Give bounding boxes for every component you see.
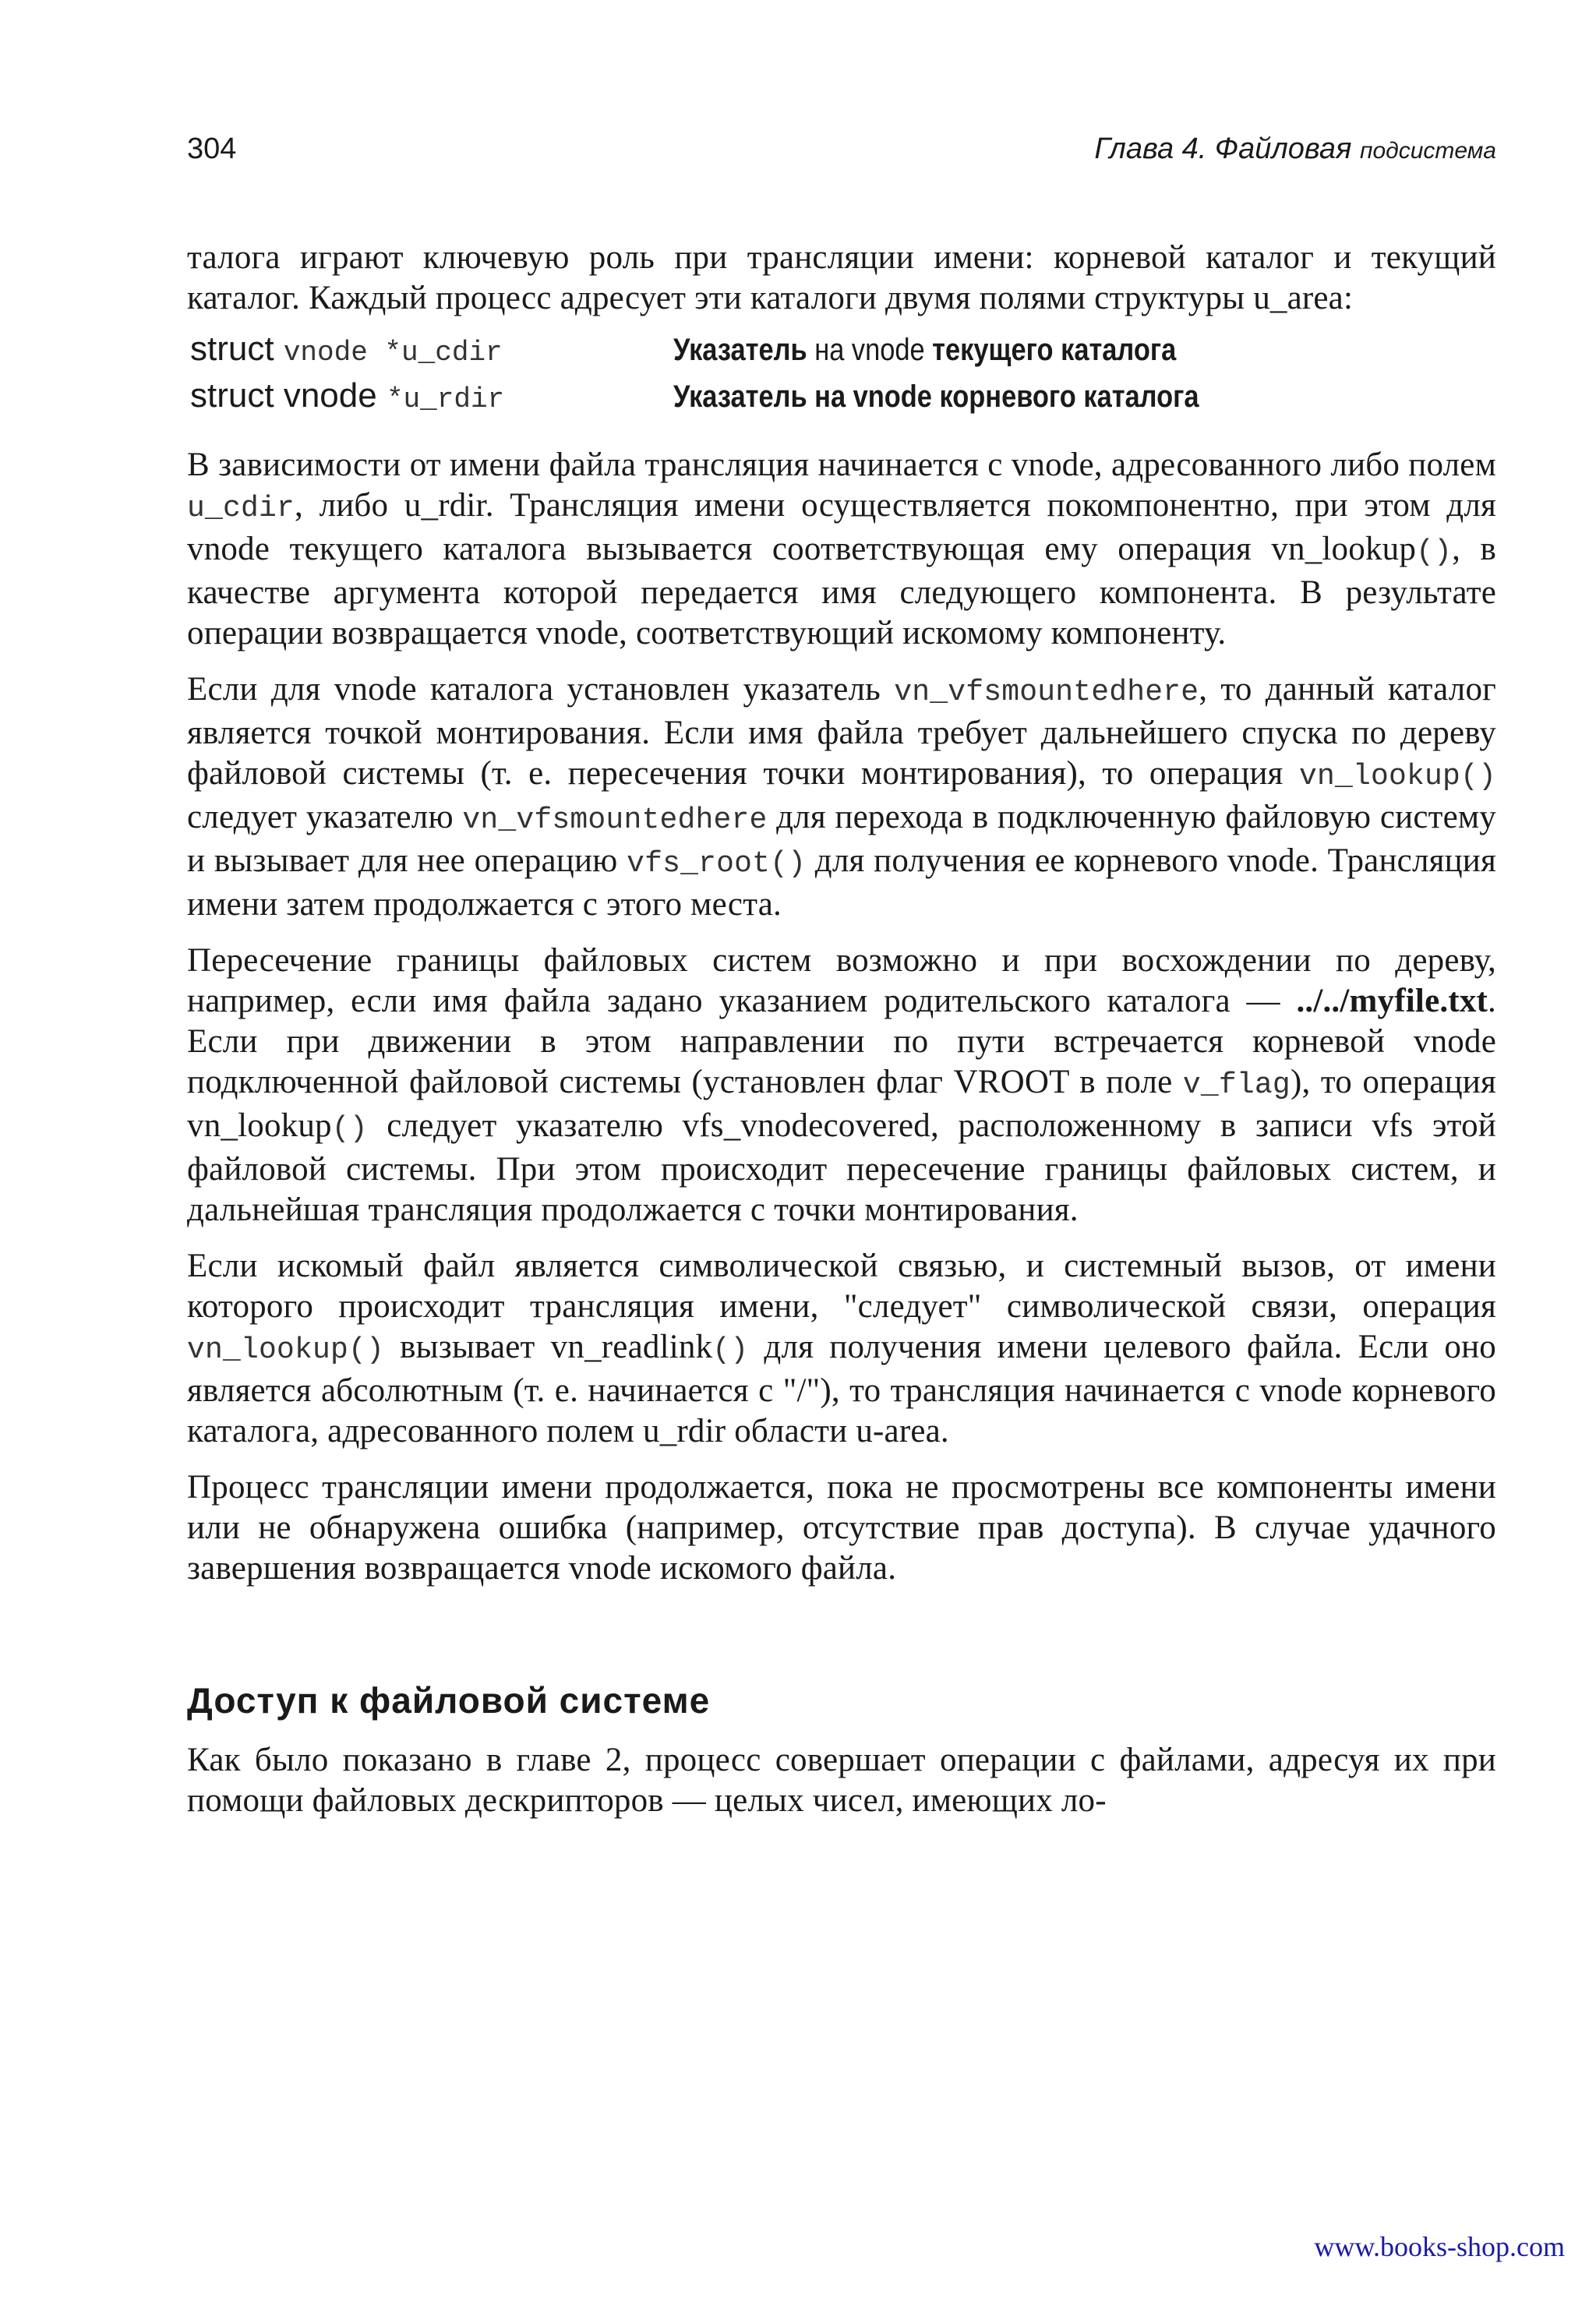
paragraph-4 xyxy=(187,941,1496,1230)
paragraph-6: Процесс трансляции имени продолжается, пока не просмотрены все компоненты имени или не обнаружена ошибка (например, отсутствие прав доступа). В случае удачного завершения возвращается vnode искомого файла. xyxy=(187,1469,1496,1587)
running-head xyxy=(1094,132,1496,166)
struct-desc-part: на vnode xyxy=(814,333,925,367)
code-run: vn_lookup() xyxy=(187,1333,385,1367)
text-run: Если искомый файл является символической связью, и системный вызов, от имени которого происходит трансляция имени, "следует" символической связи, операция xyxy=(187,1248,1496,1325)
code-run: () xyxy=(331,1112,368,1146)
text-run: , либо u_rdir. Трансляция имени осуществляется покомпонентно, при этом для vnode текущего каталога вызывается соответствующая ему операция vn_lookup xyxy=(187,487,1496,567)
code-run: vn_vfsmountedhere xyxy=(894,676,1199,709)
struct-decl-cdir xyxy=(190,330,673,369)
text-run: Пересечение границы файловых систем возможно и при восхождении по дереву, например, если имя файла задано указанием родительского каталога — xyxy=(187,942,1496,1019)
struct-keyword: struct xyxy=(190,330,274,368)
struct-desc-part: текущего каталога xyxy=(932,333,1177,367)
struct-keyword: struct xyxy=(190,376,274,415)
text-run: , в качестве аргумента которой передается имя следующего компонента. В результате операции возвращается vnode, соответствующий искомому компоненту. xyxy=(187,531,1496,651)
paragraph-7: Как было показано в главе 2, процесс совершает операции с файлами, адресуя их при помощи файловых дескрипторов — целых чисел, имеющих ло- xyxy=(187,1742,1496,1819)
code-run: v_flag xyxy=(1182,1068,1291,1102)
text-run: для перехода в подключенную файловую систему и вызывает для нее операцию xyxy=(187,799,1496,879)
struct-fields-list xyxy=(187,330,1496,423)
text-run: Если для vnode каталога установлен указатель xyxy=(187,671,895,708)
text-run: ), то операция vn_lookup xyxy=(187,1064,1496,1144)
footer-website-link[interactable]: www.books-shop.com xyxy=(1314,2231,1565,2262)
page-number: 304 xyxy=(187,132,237,165)
running-head-chapter: Глава 4. Файловая xyxy=(1094,132,1352,165)
struct-row-cdir xyxy=(190,330,1496,376)
struct-field: *u_rdir xyxy=(386,383,505,415)
struct-row-rdir xyxy=(190,376,1496,423)
bold-path: ../../myfile.txt xyxy=(1296,983,1488,1019)
code-run: () xyxy=(712,1333,749,1367)
text-run: вызывает vn_readlink xyxy=(384,1329,713,1365)
paragraph-1: талога играют ключевую роль при трансляции имени: корневой каталог и текущий каталог. Каждый процесс адресует эти каталоги двумя полями структуры u_area: xyxy=(187,239,1496,316)
text-run: , то данный каталог является точкой монтирования. Если имя файла требует дальнейшего спуска по дереву файловой системы (т. е. пересечения точки монтирования), то операция xyxy=(187,671,1496,792)
struct-field: vnode *u_cdir xyxy=(283,337,503,369)
text-run: для получения имени целевого файла. Если оно является абсолютным (т. е. начинается с "/"), то трансляция начинается с vnode корневого каталога, адресованного полем u_rdir области u-area. xyxy=(187,1329,1496,1449)
running-head-subsystem: подсистема xyxy=(1359,138,1496,164)
text-run: В зависимости от имени файла трансляция начинается с vnode, адресованного либо полем xyxy=(187,447,1496,483)
struct-decl-rdir xyxy=(190,376,673,415)
paragraph-5 xyxy=(187,1246,1496,1452)
code-run: () xyxy=(1416,535,1453,569)
paragraph-3 xyxy=(187,669,1496,925)
code-run: u_cdir xyxy=(187,492,295,525)
paragraph-2 xyxy=(187,445,1496,654)
code-run: vn_lookup() xyxy=(1298,760,1496,793)
code-run: vn_vfsmountedhere xyxy=(462,803,768,837)
text-run: следует указателю vfs_vnodecovered, расположенному в записи vfs этой файловой системы. При этом происходит пересечение границы файловых систем, и дальнейшая трансляция продолжается с точки монтирования. xyxy=(187,1107,1496,1228)
text-run: следует указателю xyxy=(187,799,463,835)
text-run: . Если при движении в этом направлении по пути встречается корневой vnode подключенной файловой системы (установлен флаг VROOT в поле xyxy=(187,983,1496,1100)
struct-desc-part: Указатель xyxy=(673,333,807,367)
text-run: для получения ее корневого vnode. Трансляция имени затем продолжается с этого места. xyxy=(187,842,1497,923)
struct-type: vnode xyxy=(283,376,377,415)
page-body xyxy=(187,238,1496,1821)
code-run: vfs_root() xyxy=(627,847,807,881)
section-heading: Доступ к файловой системе xyxy=(187,1680,711,1721)
page-header xyxy=(187,132,1496,179)
struct-desc-rdir: Указатель на vnode корневого каталога xyxy=(673,380,1199,414)
struct-desc-cdir xyxy=(673,333,1176,368)
